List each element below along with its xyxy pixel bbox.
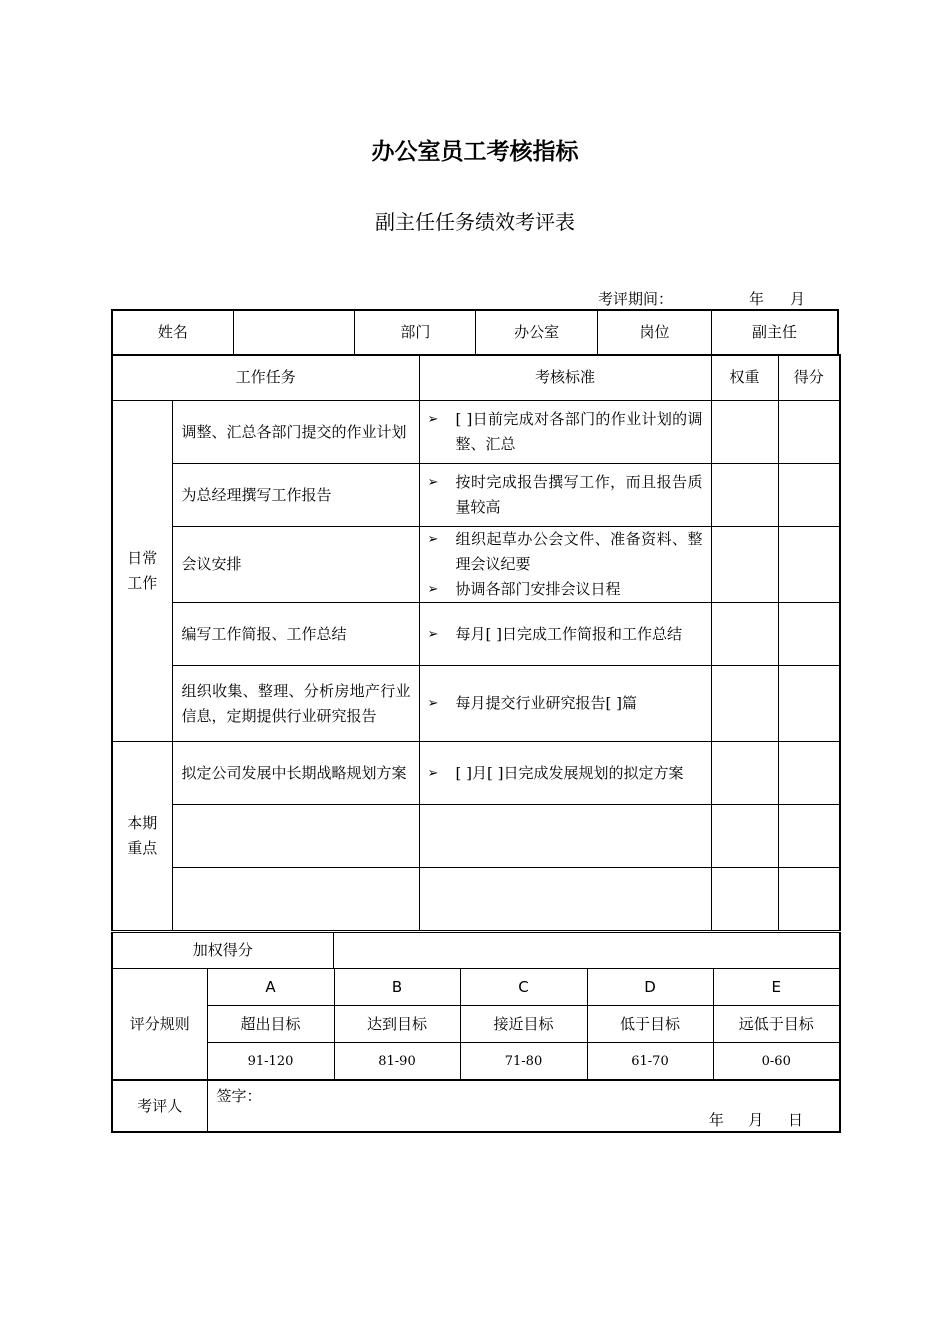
weight-cell[interactable] bbox=[711, 666, 778, 742]
weight-cell[interactable] bbox=[711, 527, 778, 603]
arrow-bullet-icon: ➢ bbox=[427, 412, 439, 427]
task-cell: 编写工作简报、工作总结 bbox=[172, 603, 419, 666]
weighted-score-label: 加权得分 bbox=[112, 933, 333, 969]
section-label-daily: 日常工作 bbox=[112, 401, 172, 742]
score-cell[interactable] bbox=[778, 527, 840, 603]
score-cell[interactable] bbox=[778, 742, 840, 805]
weight-cell[interactable] bbox=[711, 603, 778, 666]
column-header-score: 得分 bbox=[778, 355, 840, 401]
criteria-text: [ ]月[ ]日完成发展规划的拟定方案 bbox=[455, 763, 684, 782]
weight-cell[interactable] bbox=[711, 742, 778, 805]
date-day: 日 bbox=[787, 1111, 803, 1129]
post-label: 岗位 bbox=[597, 310, 711, 355]
weight-cell[interactable] bbox=[711, 868, 778, 931]
grade-range: 61-70 bbox=[587, 1043, 713, 1080]
signature-date bbox=[709, 1108, 803, 1133]
score-cell[interactable] bbox=[778, 401, 840, 464]
grade-description: 超出目标 bbox=[207, 1006, 334, 1043]
column-header-criteria: 考核标准 bbox=[419, 355, 711, 401]
criteria-item bbox=[428, 622, 703, 647]
grade-description: 远低于目标 bbox=[713, 1006, 840, 1043]
grade-description: 接近目标 bbox=[460, 1006, 587, 1043]
task-cell[interactable] bbox=[172, 868, 419, 931]
criteria-item bbox=[428, 761, 703, 786]
section-label-key: 本期重点 bbox=[112, 742, 172, 931]
arrow-bullet-icon: ➢ bbox=[427, 475, 439, 490]
grade-range: 81-90 bbox=[334, 1043, 460, 1080]
score-cell[interactable] bbox=[778, 868, 840, 931]
grade-description: 达到目标 bbox=[334, 1006, 460, 1043]
dept-value: 办公室 bbox=[476, 310, 597, 355]
weight-cell[interactable] bbox=[711, 401, 778, 464]
criteria-cell bbox=[419, 464, 711, 527]
criteria-text: 按时完成报告撰写工作，而且报告质量较高 bbox=[455, 473, 703, 516]
rating-table bbox=[111, 968, 841, 1080]
criteria-text: [ ]日前完成对各部门的作业计划的调整、汇总 bbox=[455, 410, 703, 453]
signature-cell[interactable] bbox=[207, 1081, 840, 1133]
criteria-cell bbox=[419, 603, 711, 666]
criteria-cell bbox=[419, 666, 711, 742]
criteria-item bbox=[428, 407, 703, 457]
arrow-bullet-icon: ➢ bbox=[427, 626, 439, 642]
date-month: 月 bbox=[748, 1111, 764, 1129]
grade-letter: E bbox=[713, 969, 840, 1006]
info-table bbox=[111, 309, 839, 356]
criteria-text: 组织起草办公会文件、准备资料、整理会议纪要 bbox=[455, 530, 703, 573]
task-cell: 会议安排 bbox=[172, 527, 419, 603]
grade-description: 低于目标 bbox=[587, 1006, 713, 1043]
score-cell[interactable] bbox=[778, 464, 840, 527]
score-cell[interactable] bbox=[778, 603, 840, 666]
arrow-bullet-icon: ➢ bbox=[427, 532, 439, 547]
period-label: 考评期间： bbox=[598, 290, 674, 308]
document-title: 办公室员工考核指标 bbox=[371, 139, 579, 165]
grade-range: 0-60 bbox=[713, 1043, 840, 1080]
arrow-bullet-icon: ➢ bbox=[427, 765, 439, 781]
date-year: 年 bbox=[708, 1111, 724, 1129]
arrow-bullet-icon: ➢ bbox=[427, 582, 439, 597]
column-header-weight: 权重 bbox=[711, 355, 778, 401]
grade-range: 71-80 bbox=[460, 1043, 587, 1080]
grade-letter: B bbox=[334, 969, 460, 1006]
criteria-item bbox=[428, 470, 703, 520]
criteria-cell bbox=[419, 527, 711, 603]
name-value bbox=[233, 310, 354, 355]
arrow-bullet-icon: ➢ bbox=[427, 696, 439, 711]
criteria-item bbox=[428, 527, 703, 577]
post-value: 副主任 bbox=[712, 310, 838, 355]
weighted-score-table bbox=[111, 932, 841, 969]
column-header-task: 工作任务 bbox=[112, 355, 419, 401]
score-cell[interactable] bbox=[778, 666, 840, 742]
evaluator-label: 考评人 bbox=[112, 1081, 207, 1133]
grade-letter: A bbox=[207, 969, 334, 1006]
dept-label: 部门 bbox=[355, 310, 476, 355]
weight-cell[interactable] bbox=[711, 464, 778, 527]
period-month: 月 bbox=[790, 290, 806, 308]
criteria-cell[interactable] bbox=[419, 805, 711, 868]
grade-range: 91-120 bbox=[207, 1043, 334, 1080]
criteria-cell bbox=[419, 742, 711, 805]
signature-label: 签字： bbox=[216, 1087, 262, 1105]
evaluator-table bbox=[111, 1080, 841, 1133]
period-year: 年 bbox=[749, 290, 765, 308]
criteria-cell[interactable] bbox=[419, 868, 711, 931]
weight-cell[interactable] bbox=[711, 805, 778, 868]
criteria-text: 每月[ ]日完成工作简报和工作总结 bbox=[455, 624, 682, 643]
task-cell: 拟定公司发展中长期战略规划方案 bbox=[172, 742, 419, 805]
task-cell[interactable] bbox=[172, 805, 419, 868]
criteria-item bbox=[428, 691, 703, 716]
criteria-text: 协调各部门安排会议日程 bbox=[455, 580, 621, 598]
criteria-text: 每月提交行业研究报告[ ]篇 bbox=[455, 694, 637, 712]
criteria-cell bbox=[419, 401, 711, 464]
name-label: 姓名 bbox=[112, 310, 233, 355]
grade-letter: D bbox=[587, 969, 713, 1006]
rating-label: 评分规则 bbox=[112, 969, 207, 1080]
task-cell: 为总经理撰写工作报告 bbox=[172, 464, 419, 527]
document-subtitle: 副主任任务绩效考评表 bbox=[375, 210, 575, 234]
weighted-score-value[interactable] bbox=[333, 933, 840, 969]
task-table bbox=[111, 354, 841, 931]
criteria-item bbox=[428, 577, 703, 602]
grade-letter: C bbox=[460, 969, 587, 1006]
score-cell[interactable] bbox=[778, 805, 840, 868]
task-cell: 组织收集、整理、分析房地产行业信息，定期提供行业研究报告 bbox=[172, 666, 419, 742]
task-cell: 调整、汇总各部门提交的作业计划 bbox=[172, 401, 419, 464]
